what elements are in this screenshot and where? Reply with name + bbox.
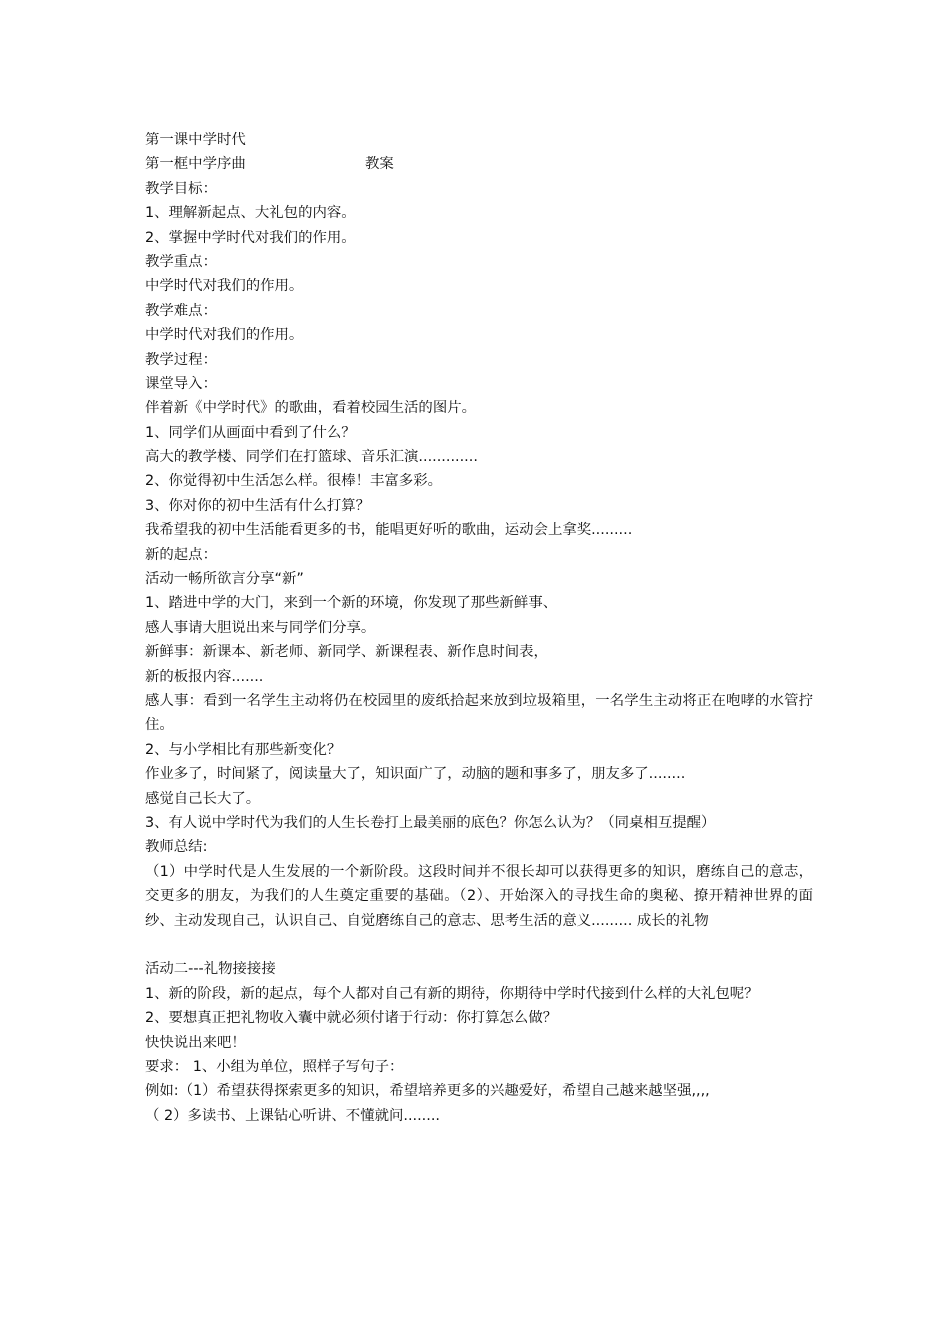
text-line: 2、要想真正把礼物收入囊中就必须付诸于行动：你打算怎么做？: [145, 1010, 558, 1027]
frame-title-row: [145, 152, 813, 176]
text-line: 1、理解新起点、大礼包的内容。: [145, 205, 356, 222]
frame-title: 第一框中学序曲: [145, 156, 246, 173]
text-paragraph: （1）中学时代是人生发展的一个新阶段。这段时间并不很长却可以获得更多的知识，磨练自己的意志，交更多的朋友，为我们的人生奠定重要的基础。（2）、开始深入的寻找生命的奥秘、撩开精神世界的面纱、主动发现自己，认识自己、自觉磨练自己的意志、思考生活的意义......... 成长的礼物: [145, 863, 813, 929]
lesson-title: 第一课中学时代: [145, 132, 246, 148]
text-line: 2、与小学相比有那些新变化？: [145, 741, 342, 758]
text-line: 伴着新《中学时代》的歌曲，看着校园生活的图片。: [145, 400, 476, 417]
plan-label: 教案: [365, 156, 394, 173]
text-line: （ 2）多读书、上课钻心听讲、不懂就问........: [145, 1107, 440, 1124]
text-line: 3、你对你的初中生活有什么打算？: [145, 497, 371, 514]
text-line: 教学过程：: [145, 351, 217, 368]
text-line: 教师总结:: [145, 839, 208, 856]
text-paragraph: 3、有人说中学时代为我们的人生长卷打上最美丽的底色？你怎么认为？（同桌相互提醒）: [145, 814, 716, 831]
text-line: 作业多了，时间紧了，阅读量大了，知识面广了，动脑的题和事多了，朋友多了........: [145, 766, 686, 783]
text-line: 感觉自己长大了。: [145, 790, 261, 807]
text-line: 教学难点：: [145, 302, 217, 319]
text-line: 活动二---礼物接接接: [145, 961, 276, 978]
text-line: 例如:（1）希望获得探索更多的知识，希望培养更多的兴趣爱好，希望自己越来越坚强,,,,: [145, 1083, 710, 1100]
text-line: 高大的教学楼、同学们在打篮球、音乐汇演.............: [145, 449, 478, 466]
text-line: 2、掌握中学时代对我们的作用。: [145, 229, 356, 246]
text-line: 感人事请大胆说出来与同学们分享。: [145, 619, 376, 636]
text-line: 课堂导入：: [145, 375, 217, 392]
text-line: 1、同学们从画面中看到了什么？: [145, 424, 356, 441]
text-line: 1、踏进中学的大门，来到一个新的环境，你发现了那些新鲜事、: [145, 595, 558, 612]
text-paragraph: 1、新的阶段，新的起点，每个人都对自己有新的期待，你期待中学时代接到什么样的大礼包呢？: [145, 985, 759, 1002]
text-line: 要求： 1、小组为单位，照样子写句子：: [145, 1058, 404, 1075]
text-line: 活动一畅所欲言分享“新”: [145, 571, 304, 588]
document-body: [145, 128, 813, 1128]
blank-line: [145, 933, 813, 957]
text-line: 快快说出来吧！: [145, 1034, 246, 1051]
text-paragraph: 感人事：看到一名学生主动将仍在校园里的废纸拾起来放到垃圾箱里，一名学生主动将正在咆哮的水管拧住。: [145, 692, 813, 734]
text-line: 中学时代对我们的作用。: [145, 278, 304, 295]
text-line: 教学重点：: [145, 253, 217, 270]
text-line: 2、你觉得初中生活怎么样。很棒！丰富多彩。: [145, 473, 442, 490]
text-line: 新鲜事：新课本、新老师、新同学、新课程表、新作息时间表，: [145, 644, 548, 661]
text-line: 我希望我的初中生活能看更多的书，能唱更好听的歌曲，运动会上拿奖.........: [145, 522, 633, 539]
text-line: 新的起点：: [145, 546, 217, 563]
text-line: 教学目标：: [145, 180, 217, 197]
text-line: 新的板报内容.......: [145, 668, 264, 685]
text-line: 中学时代对我们的作用。: [145, 327, 304, 344]
